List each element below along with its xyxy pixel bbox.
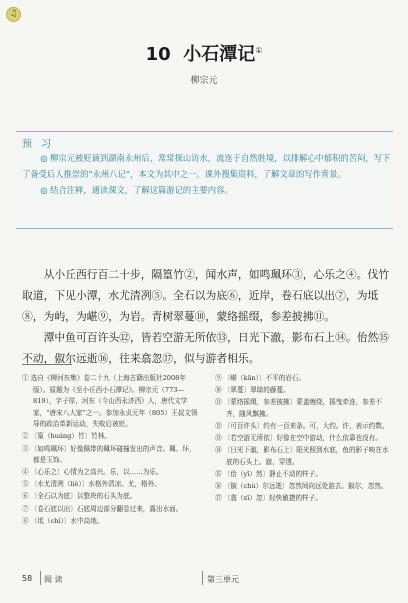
body-paragraph: 从小丘西行百二十步，隔篁竹②，闻水声，如鸣珮环③，心乐之④。伐竹取道，下见小潭，水尤清冽⑤。全石以为底⑥，近岸，卷石底以出⑦，为坻⑧，为屿，为嵁⑨，为岩。青树翠蔓⑩，蒙络摇缀，参差披拂⑪。 bbox=[22, 268, 390, 323]
footnote: ⑤ 〔水尤清冽（liè）〕水格外清凉。尤，格外。 bbox=[22, 480, 161, 489]
footer-divider bbox=[40, 571, 41, 585]
footnote: ⑬ 〔若空游无所依〕好像在空中游动，什么依靠也没有。 bbox=[215, 433, 382, 442]
music-note-icon: ♫ bbox=[6, 7, 21, 22]
footnote: ⑦ 〔卷石底以出〕石底周边部分翻卷过来，露出水面。 bbox=[22, 504, 183, 513]
footnote: ⑧ 〔坻（chí）〕水中高地。 bbox=[22, 516, 104, 525]
body-paragraph: 潭中鱼可百许头⑫，皆若空游无所依⑬，日光下澈，影布石上⑭。佁然⑮不动，俶尔远逝⑯，往来翕忽⑰，似与游者相乐。 bbox=[22, 331, 390, 365]
lesson-number: 10 bbox=[145, 44, 171, 65]
footnote: ⑯ 〔俶（chù）尔远逝〕忽然间向远处游去。俶尔，忽然。 bbox=[215, 481, 388, 490]
footnote: ⑫ 〔可百许头〕约有一百来条。可，大约。许，表示约数。 bbox=[215, 421, 389, 430]
footnote: ⑩ 〔翠蔓〕翠绿的藤蔓。 bbox=[215, 386, 290, 395]
lesson-title bbox=[0, 40, 408, 66]
author-name: 柳宗元 bbox=[190, 76, 218, 86]
preview-text bbox=[22, 150, 392, 198]
preview-heading: 预 习 bbox=[22, 139, 55, 150]
page-number: 58 bbox=[22, 574, 33, 583]
footnotes-right-column bbox=[215, 373, 393, 505]
unit-label: 第三单元 bbox=[207, 575, 239, 584]
section-label: 阅 读 bbox=[44, 575, 63, 584]
footnote: ⑭ 〔日光下澈，影布石上〕阳光照到水底，鱼的影子映在水底的石头上。澈，穿透。 bbox=[215, 446, 389, 466]
main-text bbox=[22, 264, 394, 369]
preview-item: ◎ 结合注释，通读课文，了解这篇游记的主要内容。 bbox=[40, 185, 233, 195]
footnote: ⑨ 〔嵁（kān）〕不平的岩石。 bbox=[215, 374, 306, 382]
footnote: ⑥ 〔全石以为底〕以整块的石头为底。 bbox=[22, 492, 137, 501]
footnote-divider bbox=[22, 364, 72, 365]
footnote: ④ 〔心乐之〕心情为之高兴。乐，以……为乐。 bbox=[22, 468, 163, 477]
preview-item: ◎ 柳宗元被贬谪到湖南永州后，常常探山访水，流连于自然胜境，以排解心中郁积的苦闷，写下了备受后人推崇的“永州八记”，本文为其中之一。课外搜集资料，了解文章的写作背景。 bbox=[22, 153, 391, 179]
footnote: ⑰ 〔翕（xī）忽〕轻快敏捷的样子。 bbox=[215, 493, 322, 502]
title-note-marker: ① bbox=[255, 46, 263, 55]
lesson-name: 小石潭记 bbox=[183, 44, 256, 65]
footnote: ⑮ 〔佁（yǐ）然〕静止不动的样子。 bbox=[215, 469, 322, 478]
footnotes-left-column bbox=[22, 373, 200, 528]
footnote: ① 选自《柳河东集》卷二十九（上海古籍出版社2008年版）。原题为《至小丘西小石潭记》。柳宗元（773—819），字子厚，河东（今山西永济西）人，唐代文学家，“唐宋八大家”之一。参加永贞元年（805）王叔文领导的政治革新运动，失败后被贬。 bbox=[22, 374, 198, 429]
footnote: ⑪ 〔蒙络摇缀，参差披拂〕蒙盖缠绕，摇曳牵连，参差不齐，随风飘拂。 bbox=[215, 398, 382, 418]
footnote: ② 〔篁（huáng）竹〕竹林。 bbox=[22, 432, 111, 441]
footnote: ③ 〔如鸣珮环〕好像佩带的珮环碰撞发出的声音。珮、环，都是玉饰。 bbox=[22, 444, 196, 465]
footer-divider bbox=[202, 571, 203, 585]
